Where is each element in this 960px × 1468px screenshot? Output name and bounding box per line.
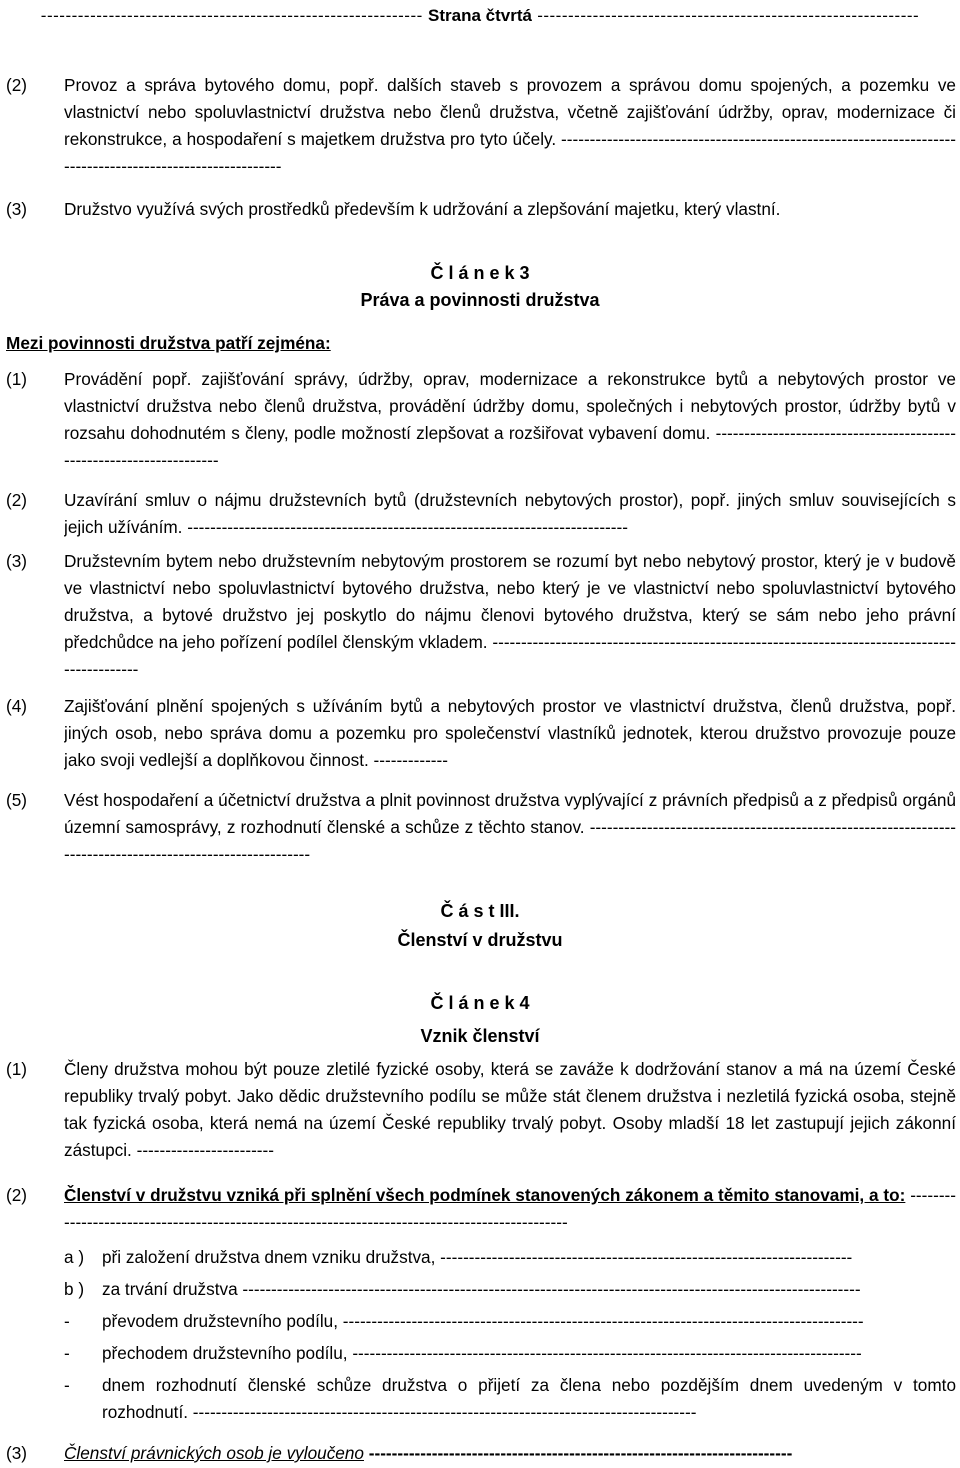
article-4-subtitle: Vznik členství [420, 1026, 540, 1046]
paragraph-number: (2) [6, 1185, 28, 1205]
sub-item-a [64, 1244, 956, 1271]
header-title: Strana čtvrtá [428, 6, 532, 25]
paragraph-number: (3) [6, 199, 28, 219]
page-header [6, 2, 954, 29]
sub-item-text: dnem rozhodnutí členské schůze družstva o přijetí za člena nebo pozdějším dnem uvedeným v tomto rozhodnutí. ---------------------------------------------------------------------------------------- [102, 1375, 956, 1422]
paragraph-number: (3) [6, 1443, 28, 1463]
article-4-item-2 [6, 1182, 956, 1236]
paragraph-number: (1) [6, 1059, 28, 1079]
article-3-title: Č l á n e k 3 [430, 263, 530, 283]
article-3-item-4 [6, 693, 956, 774]
paragraph-number: (2) [6, 75, 28, 95]
header-dashes-right: -------------------------------------------------------------- [537, 6, 920, 25]
paragraph-number: (4) [6, 696, 28, 716]
sub-item-transfer [64, 1308, 956, 1335]
paragraph-tail: -------------------------------------------------------------------------- [363, 1443, 793, 1463]
paragraph-tail: ------------------------------------------------------------------------------------------------ [64, 1185, 956, 1232]
article-4-item-1 [6, 1056, 956, 1164]
header-dashes-left: -------------------------------------------------------------- [40, 6, 423, 25]
article-3-item-5 [6, 787, 956, 868]
paragraph-text: Zajišťování plnění spojených s užíváním bytů a nebytových prostor ve vlastnictví družstva, členů družstva, popř. jiných osob, nebo správa domu a pozemku pro společenství vlastníků jednotek, kterou družstvo provozuje pouze jako svoji vedlejší a doplňkovou činnost. ------------- [64, 696, 956, 770]
paragraph-top-3 [6, 196, 956, 223]
paragraph-text: Provoz a správa bytového domu, popř. dalších staveb s provozem a správou domu spojených, a pozemku ve vlastnictví nebo spoluvlastnictví družstva nebo členů družstva, včetně zajišťování údržby, oprav, modernizace či rekonstrukce, a hospodaření s majetkem družstva pro tyto účely. ----------------------------------------------------------------------------------------------------------- [64, 75, 956, 176]
paragraph-top-2 [6, 72, 956, 180]
paragraph-text [64, 1440, 956, 1467]
paragraph-text: Družstevním bytem nebo družstevním nebytovým prostorem se rozumí byt nebo nebytový prostor, který je v budově ve vlastnictví nebo spoluvlastnictví bytového družstva, nebo který je ve vlastnictví nebo spoluvlastnictví bytového družstva, a bytové družstvo jej poskytlo do nájmu členovi bytového družstva, který se sám nebo jeho právní předchůdce na jeho pořízení podílel členským vkladem. ---------------------------------------------------------------------------------------------- [64, 551, 956, 679]
paragraph-number: (1) [6, 369, 28, 389]
article-3-item-2 [6, 487, 956, 541]
paragraph-text: Členy družstva mohou být pouze zletilé fyzické osoby, která se zaváže k dodržování stanov a má na území České republiky trvalý pobyt. Jako dědic družstevního podílu se může stát členem družstva i nezletilá fyzická osoba, stejně tak fyzická osoba, která nemá na území České republiky trvalý pobyt. Osoby mladší 18 let zastupují jejich zákonní zástupci. ------------------------ [64, 1059, 956, 1160]
paragraph-number: (3) [6, 551, 28, 571]
article-3-item-3 [6, 548, 956, 683]
sub-item-mark: - [64, 1375, 70, 1395]
paragraph-text: Družstvo využívá svých prostředků především k udržování a zlepšování majetku, který vlastní. [64, 199, 781, 219]
article-3-intro: Mezi povinnosti družstva patří zejména: [6, 333, 331, 353]
sub-item-mark: - [64, 1311, 70, 1331]
sub-item-text: při založení družstva dnem vzniku družstva, ------------------------------------------------------------------------ [102, 1247, 853, 1267]
sub-item-decision [64, 1372, 956, 1426]
paragraph-lead: Členství právnických osob je vyloučeno [64, 1443, 364, 1463]
sub-item-text: za trvání družstva ------------------------------------------------------------------------------------------------------------ [102, 1279, 861, 1299]
sub-item-b [64, 1276, 956, 1303]
paragraph-text: Uzavírání smluv o nájmu družstevních bytů (družstevních nebytových prostor), popř. jiných smluv souvisejících s jejich užíváním. ----------------------------------------------------------------------------- [64, 490, 956, 537]
part-3-title: Č á s t III. [440, 901, 520, 921]
article-4-title: Č l á n e k 4 [430, 993, 530, 1013]
sub-item-mark: a ) [64, 1247, 85, 1267]
sub-item-text: převodem družstevního podílu, ------------------------------------------------------------------------------------------- [102, 1311, 864, 1331]
paragraph-number: (5) [6, 790, 28, 810]
article-3-subtitle: Práva a povinnosti družstva [360, 290, 600, 310]
sub-item-mark: b ) [64, 1279, 85, 1299]
article-4-item-3 [6, 1440, 956, 1467]
paragraph-text [64, 1182, 956, 1236]
part-3-subtitle: Členství v družstvu [397, 930, 563, 950]
article-3-item-1 [6, 366, 956, 474]
sub-item-mark: - [64, 1343, 70, 1363]
paragraph-lead: Členství v družstvu vzniká při splnění všech podmínek stanovených zákonem a těmito stanovami, a to: [64, 1185, 906, 1205]
sub-item-text: přechodem družstevního podílu, ----------------------------------------------------------------------------------------- [102, 1343, 862, 1363]
sub-item-succession [64, 1340, 956, 1367]
paragraph-text: Provádění popř. zajišťování správy, údržby, oprav, modernizace a rekonstrukce bytů a nebytových prostor ve vlastnictví družstva nebo členů družstva, provádění údržby domu, společných i nebytových prostor, údržby bytů v rozsahu dohodnutém s členy, podle možností zlepšovat a rozšiřovat vybavení domu. --------------------------------------------------------------------- [64, 369, 956, 470]
paragraph-number: (2) [6, 490, 28, 510]
paragraph-text: Vést hospodaření a účetnictví družstva a plnit povinnost družstva vyplývající z právních předpisů a z předpisů orgánů územní samosprávy, z rozhodnutí členské a schůze z těchto stanov. ----------------------------------------------------------------------------------------------------------- [64, 790, 956, 864]
